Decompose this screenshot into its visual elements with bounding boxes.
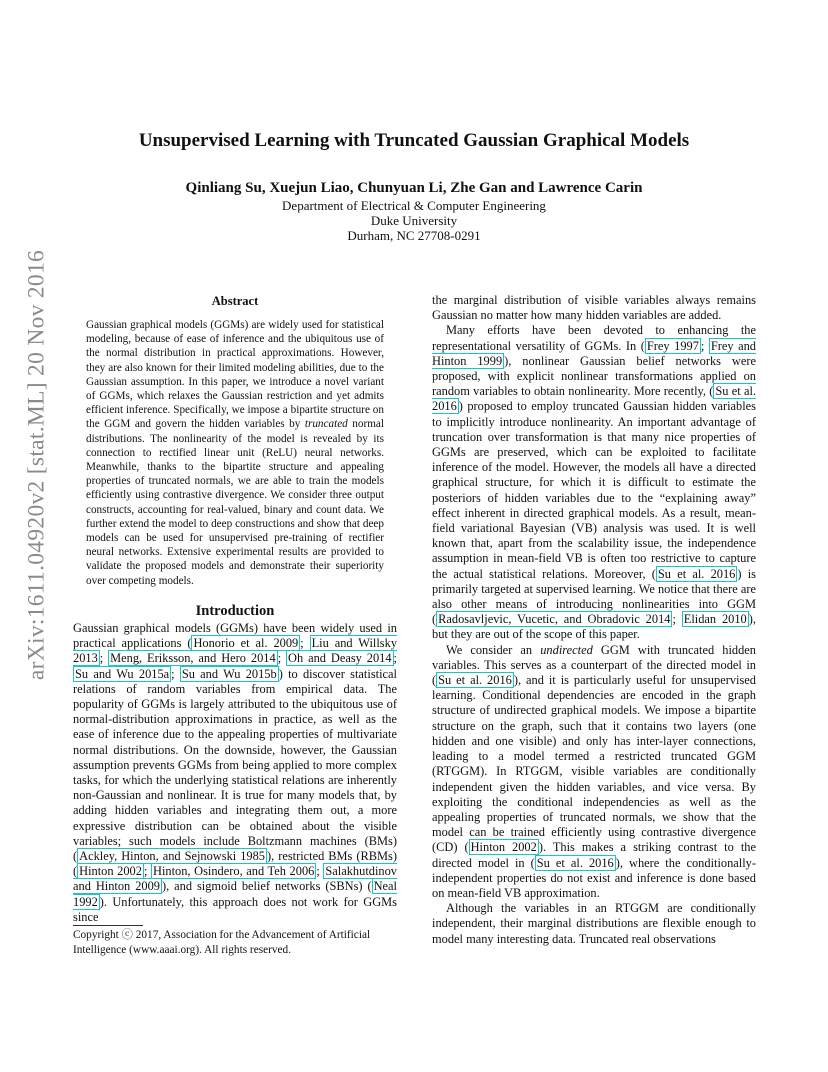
citation-link[interactable]: Su et al. 2016 bbox=[657, 566, 736, 581]
abstract-emphasis: truncated bbox=[304, 418, 348, 431]
text-run: ), and sigmoid belief networks (SBNs) ( bbox=[161, 879, 372, 894]
footnote-rule bbox=[73, 925, 143, 926]
text-run: Many efforts have been devoted to enhancing the representational versatility of GGMs. In ( bbox=[432, 323, 756, 353]
text-run: ), where the conditionally-independent properties do not exist and inference is done based on mean-field VB approximation. bbox=[432, 855, 756, 900]
affiliation-department: Department of Electrical & Computer Engineering bbox=[282, 198, 546, 213]
abstract-heading: Abstract bbox=[211, 294, 259, 308]
text-run: ; bbox=[171, 666, 180, 681]
citation-link[interactable]: Su et al. 2016 bbox=[438, 673, 512, 688]
text-run: ), and it is particularly useful for unsupervised learning. Conditional dependencies are encoded in the graph structure of undirected graphical models. We impose a bipartite structure on the graph, such that it contains two layers (one hidden and one visible) and only has inter-layer connections, leading to a model termed a restricted truncated GGM (RTGGM). In RTGGM, visible variables are conditionally independent given the hidden variables, and vice versa. By exploiting the conditional independencies as well as the appealing properties of truncated normals, we show that the model can be trained efficiently using contrastive divergence (CD) ( bbox=[432, 673, 756, 855]
right-column bbox=[432, 293, 756, 947]
citation-link[interactable]: Radosavljevic, Vucetic, and Obradovic 2014 bbox=[438, 612, 671, 627]
citation-link[interactable]: Salakhutdinov and Hinton 2009 bbox=[73, 864, 397, 894]
citation-link[interactable]: Hinton 2002 bbox=[470, 840, 537, 855]
text-run: ; bbox=[316, 864, 324, 879]
abstract-body bbox=[86, 318, 384, 588]
citation-link[interactable]: Su and Wu 2015b bbox=[181, 666, 277, 681]
intro-paragraph-2 bbox=[432, 323, 756, 642]
text-run: We consider an bbox=[446, 642, 541, 657]
text-run: ) to discover statistical relations of random variables from empirical data. The popularity of GGMs is largely attributed to the ubiquitous use of normal-distribution approximations in practice, as well as the ease of inference due to the appealing properties of multivariate normal distributions. On the downside, however, the Gaussian assumption prevents GGMs from being applied to more complex tasks, for which the underlying statistical relations are inherently non-Gaussian and nonlinear. It is true for many models that, by adding hidden variables and integrating them out, a more expressive distribution can be obtained about the visible variables; such models include Boltzmann machines (BMs) ( bbox=[73, 666, 397, 864]
abstract-text-1: Gaussian graphical models (GGMs) are widely used for statistical modeling, because of ease of inference and the ubiquitous use of the normal distribution in practical approximations. However, they are also known for their limited modeling abilities, due to the Gaussian assumption. In this paper, we introduce a novel variant of GGMs, which relaxes the Gaussian restriction and yet admits efficient inference. Specifically, we impose a bipartite structure on the GGM and govern the hidden variables by bbox=[86, 319, 384, 431]
intro-paragraph-3 bbox=[432, 643, 756, 901]
text-run: ). This makes a striking contrast to the directed model in ( bbox=[432, 840, 756, 870]
citation-link[interactable]: Hinton, Osindero, and Teh 2006 bbox=[153, 864, 315, 879]
text-run: ), nonlinear Gaussian belief networks were proposed, with explicit nonlinear transformations applied on random variables to obtain nonlinearity. More recently, ( bbox=[432, 353, 756, 399]
citation-link[interactable]: Elidan 2010 bbox=[683, 612, 747, 627]
citation-link[interactable]: Meng, Eriksson, and Hero 2014 bbox=[110, 651, 276, 666]
citation-link[interactable]: Frey 1997 bbox=[646, 338, 699, 353]
introduction-heading: Introduction bbox=[195, 603, 275, 619]
intro-paragraph-4: Although the variables in an RTGGM are conditionally independent, their marginal distributions are flexible enough to model many interesting data. Truncated real observations bbox=[432, 901, 756, 946]
affiliation-city: Durham, NC 27708-0291 bbox=[347, 228, 481, 243]
citation-link[interactable]: Oh and Deasy 2014 bbox=[288, 651, 392, 666]
text-run: ; bbox=[99, 651, 109, 666]
text-run: ), but they are out of the scope of this paper. bbox=[432, 612, 756, 642]
text-run: Gaussian graphical models (GGMs) have been widely used in practical applications ( bbox=[73, 621, 397, 651]
text-run: ). Unfortunately, this approach does not work for GGMs since bbox=[73, 894, 397, 924]
text-run: GGM with truncated hidden variables. This serves as a counterpart of the directed model in ( bbox=[432, 642, 756, 688]
citation-link[interactable]: Su et al. 2016 bbox=[432, 384, 756, 414]
text-run: ) is primarily targeted at supervised learning. We notice that there are also other means of introducing nonlinearities into GGM ( bbox=[432, 566, 757, 627]
abstract-text-2: normal distributions. The nonlinearity of the model is revealed by its connection to rectified linear unit (ReLU) neural networks. Meanwhile, thanks to the bipartite structure and appealing properties of truncated normals, we are able to train the models efficiently using contrastive divergence. We consider three output constructs, accounting for real-valued, binary and count data. We further extend the model to deep constructions and show that deep models can be used for unsupervised pre-training of rectifier neural networks. Extensive experimental results are provided to validate the proposed models and demonstrate their superiority over competing models. bbox=[86, 418, 384, 587]
left-column-intro bbox=[73, 621, 397, 925]
citation-link[interactable]: Ackley, Hinton, and Sejnowski 1985 bbox=[79, 849, 265, 864]
text-run: ), restricted BMs (RBMs) ( bbox=[73, 849, 397, 879]
text-run: ; bbox=[393, 651, 397, 666]
citation-link[interactable]: Neal 1992 bbox=[73, 879, 397, 909]
author-list: Qinliang Su, Xuejun Liao, Chunyuan Li, Zhe Gan and Lawrence Carin bbox=[185, 180, 643, 196]
text-run: ; bbox=[300, 636, 310, 651]
text-run: ; bbox=[672, 612, 682, 627]
text-run: ; bbox=[277, 651, 287, 666]
emphasis-undirected: undirected bbox=[540, 642, 593, 657]
citation-link[interactable]: Frey and Hinton 1999 bbox=[432, 338, 756, 368]
arxiv-stamp-text: arXiv:1611.04920v2 [stat.ML] 20 Nov 2016 bbox=[23, 249, 50, 681]
citation-link[interactable]: Hinton 2002 bbox=[79, 864, 142, 879]
citation-link[interactable]: Liu and Willsky 2013 bbox=[73, 636, 398, 666]
paper-title: Unsupervised Learning with Truncated Gaussian Graphical Models bbox=[138, 130, 690, 151]
text-run: ; bbox=[700, 338, 709, 353]
footnote-line-1: Copyright ⓒ 2017, Association for the Advancement of Artificial bbox=[73, 929, 371, 941]
intro-paragraph-1 bbox=[73, 621, 397, 925]
copyright-footnote bbox=[73, 928, 397, 957]
footnote-line-2: Intelligence (www.aaai.org). All rights reserved. bbox=[73, 943, 292, 956]
affiliation-university: Duke University bbox=[370, 213, 458, 228]
text-run: ; bbox=[143, 864, 152, 879]
citation-link[interactable]: Honorio et al. 2009 bbox=[193, 636, 299, 651]
text-run: ) proposed to employ truncated Gaussian hidden variables to implicitly introduce nonlinearity. An important advantage of truncation over transformation is that many nice properties of GGMs are preserved, which can be exploited to facilitate inference of the model. However, the models all have a directed graphical structure, for which it is difficult to estimate the posteriors of hidden variables due to the “explaining away” effect inherent in directed graphical models. As a result, mean-field variational Bayesian (VB) analysis was used. It is well known that, apart from the scalability issue, the independence assumption in mean-field VB is often too restrictive to capture the actual statistical relations. Moreover, ( bbox=[432, 399, 756, 581]
citation-link[interactable]: Su and Wu 2015a bbox=[75, 666, 170, 681]
arxiv-stamp bbox=[20, 249, 54, 681]
continued-paragraph: the marginal distribution of visible variables always remains Gaussian no matter how many hidden variables are added. bbox=[432, 293, 756, 323]
citation-link[interactable]: Su et al. 2016 bbox=[536, 855, 614, 870]
